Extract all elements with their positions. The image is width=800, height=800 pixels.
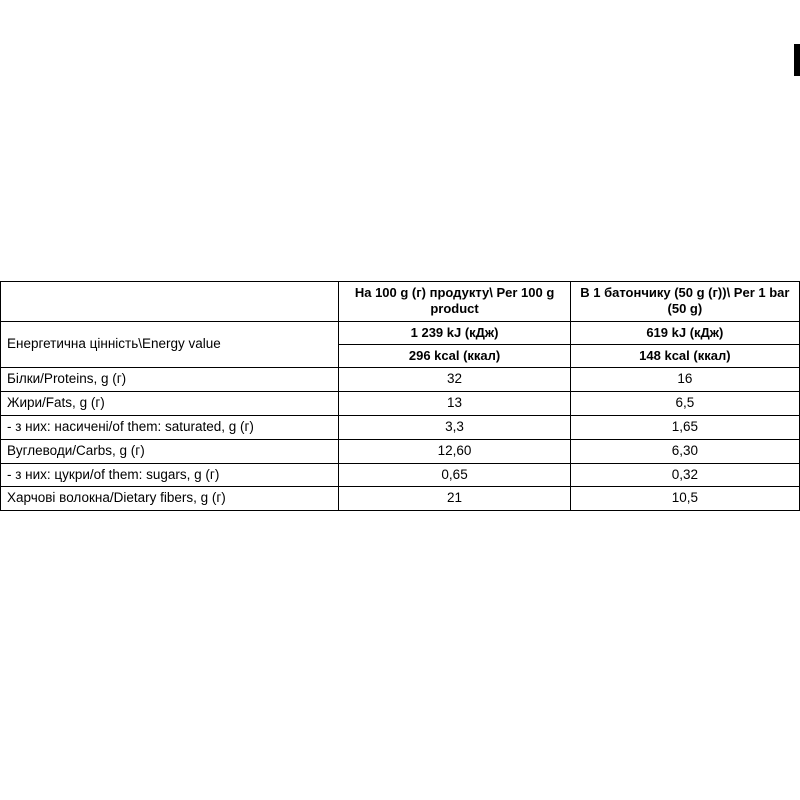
cell-carbs-per-bar: 6,30 [570,439,799,463]
row-label-proteins: Білки/Proteins, g (г) [1,368,339,392]
cell-proteins-per-100g: 32 [339,368,570,392]
cell-carbs-per-100g: 12,60 [339,439,570,463]
row-label-carbs: Вуглеводи/Carbs, g (г) [1,439,339,463]
header-cell-empty [1,282,339,322]
table-row [1,415,800,439]
cell-energy-kcal-per-bar: 148 kcal (ккал) [570,344,799,367]
row-label-fats: Жири/Fats, g (г) [1,391,339,415]
table-row [1,487,800,511]
cell-saturated-per-100g: 3,3 [339,415,570,439]
row-label-saturated: - з них: насичені/of them: saturated, g (г) [1,415,339,439]
row-label-dietary-fibers: Харчові волокна/Dietary fibers, g (г) [1,487,339,511]
table-row [1,463,800,487]
table-row-energy-kj [1,321,800,344]
cell-saturated-per-bar: 1,65 [570,415,799,439]
scan-artifact-mark [794,44,800,76]
cell-sugars-per-100g: 0,65 [339,463,570,487]
cell-fats-per-100g: 13 [339,391,570,415]
table-header-row [1,282,800,322]
nutrition-table [0,281,800,511]
row-label-energy-value: Енергетична цінність\Energy value [1,321,339,368]
table-row [1,439,800,463]
cell-dietary-fibers-per-bar: 10,5 [570,487,799,511]
header-cell-per-bar: В 1 батончику (50 g (г))\ Per 1 bar (50 g) [570,282,799,322]
row-label-sugars: - з них: цукри/of them: sugars, g (г) [1,463,339,487]
cell-dietary-fibers-per-100g: 21 [339,487,570,511]
cell-proteins-per-bar: 16 [570,368,799,392]
cell-energy-kcal-per-100g: 296 kcal (ккал) [339,344,570,367]
table-row [1,368,800,392]
cell-energy-kj-per-bar: 619 kJ (кДж) [570,321,799,344]
cell-fats-per-bar: 6,5 [570,391,799,415]
header-cell-per-100g: На 100 g (г) продукту\ Per 100 g product [339,282,570,322]
cell-energy-kj-per-100g: 1 239 kJ (кДж) [339,321,570,344]
table-row [1,391,800,415]
cell-sugars-per-bar: 0,32 [570,463,799,487]
